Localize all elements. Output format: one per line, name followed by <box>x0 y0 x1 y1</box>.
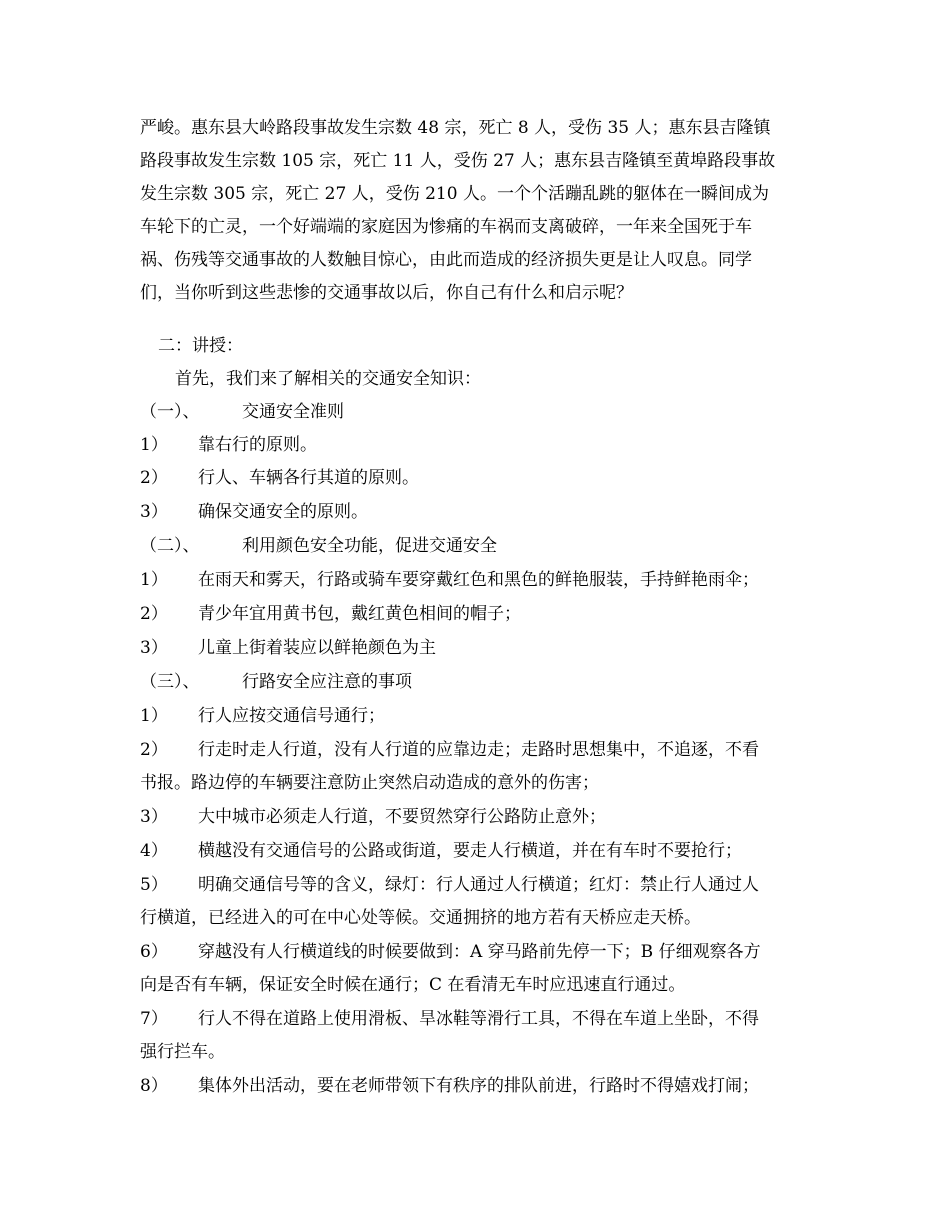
intro-line: 发生宗数 305 宗，死亡 27 人，受伤 210 人。一个个活蹦乱跳的躯体在一瞬间成为 <box>140 184 769 204</box>
item-text: 穿越没有人行横道线的时候要做到：A 穿马路前先停一下；B 仔细观察各方 <box>198 942 761 962</box>
list-item-continuation: 书报。路边停的车辆要注意防止突然启动造成的意外的伤害； <box>140 773 599 793</box>
item-text: 行人应按交通信号通行； <box>198 706 385 726</box>
list-item-continuation: 向是否有车辆，保证安全时候在通行；C 在看清无车时应迅速直行通过。 <box>140 975 686 995</box>
list-item <box>140 1075 759 1097</box>
heading-text: 交通安全准则 <box>242 402 344 422</box>
item-text: 在雨天和雾天，行路或骑车要穿戴红色和黑色的鲜艳服装，手持鲜艳雨伞； <box>198 570 759 590</box>
item-number: 3） <box>140 502 168 522</box>
item-text: 行人、车辆各行其道的原则。 <box>198 468 419 488</box>
intro-line: 路段事故发生宗数 105 宗，死亡 11 人，受伤 27 人；惠东县吉隆镇至黄埠路段事故 <box>140 151 776 171</box>
item-number: 3） <box>140 807 168 827</box>
item-text: 青少年宜用黄书包，戴红黄色相间的帽子； <box>198 604 521 624</box>
item-number: 4） <box>140 841 168 861</box>
item-number: 1） <box>140 706 168 726</box>
item-number: 8） <box>140 1076 168 1096</box>
list-item <box>140 705 385 727</box>
list-item <box>140 569 759 591</box>
item-number: 2） <box>140 740 168 760</box>
list-item <box>140 941 761 963</box>
intro-line: 严峻。惠东县大岭路段事故发生宗数 48 宗，死亡 8 人，受伤 35 人；惠东县吉隆镇 <box>140 118 771 138</box>
item-number: 6） <box>140 942 168 962</box>
subsection-heading-2 <box>140 535 497 557</box>
item-text: 明确交通信号等的含义，绿灯：行人通过人行横道；红灯：禁止行人通过人 <box>198 875 759 895</box>
item-number: 2） <box>140 468 168 488</box>
item-number: 1） <box>140 435 168 455</box>
item-text: 儿童上街着装应以鲜艳颜色为主 <box>198 638 436 658</box>
list-item <box>140 467 419 489</box>
intro-paragraph: 首先，我们来了解相关的交通安全知识： <box>175 369 481 389</box>
item-text: 行走时走人行道，没有人行道的应靠边走；走路时思想集中，不追逐，不看 <box>198 740 759 760</box>
heading-text: 行路安全应注意的事项 <box>242 672 412 692</box>
item-number: 5） <box>140 875 168 895</box>
list-item <box>140 806 606 828</box>
intro-line: 车轮下的亡灵，一个好端端的家庭因为惨痛的车祸而支离破碎，一年来全国死于车 <box>140 217 752 237</box>
intro-line: 祸、伤残等交通事故的人数触目惊心，由此而造成的经济损失更是让人叹息。同学 <box>140 250 752 270</box>
list-item-continuation: 强行拦车。 <box>140 1042 225 1062</box>
list-item <box>140 434 317 456</box>
heading-number: （二）、 <box>140 536 200 556</box>
heading-text: 利用颜色安全功能，促进交通安全 <box>242 536 497 556</box>
item-number: 2） <box>140 604 168 624</box>
section-heading: 二：讲授： <box>158 336 243 356</box>
item-number: 1） <box>140 570 168 590</box>
item-number: 7） <box>140 1009 168 1029</box>
list-item <box>140 603 521 625</box>
item-text: 大中城市必须走人行道，不要贸然穿行公路防止意外； <box>198 807 606 827</box>
item-text: 确保交通安全的原则。 <box>198 502 368 522</box>
list-item <box>140 874 759 896</box>
list-item-continuation: 行横道，已经进入的可在中心处等候。交通拥挤的地方若有天桥应走天桥。 <box>140 908 701 928</box>
subsection-heading-1 <box>140 401 344 423</box>
list-item <box>140 1008 759 1030</box>
list-item <box>140 637 436 659</box>
list-item <box>140 501 368 523</box>
heading-number: （三）、 <box>140 672 200 692</box>
heading-number: （一）、 <box>140 402 200 422</box>
list-item <box>140 840 742 862</box>
item-number: 3） <box>140 638 168 658</box>
item-text: 行人不得在道路上使用滑板、旱冰鞋等滑行工具，不得在车道上坐卧，不得 <box>198 1009 759 1029</box>
subsection-heading-3 <box>140 671 412 693</box>
item-text: 集体外出活动，要在老师带领下有秩序的排队前进，行路时不得嬉戏打闹； <box>198 1076 759 1096</box>
intro-line: 们，当你听到这些悲惨的交通事故以后，你自己有什么和启示呢？ <box>140 283 633 303</box>
item-text: 靠右行的原则。 <box>198 435 317 455</box>
list-item <box>140 739 759 761</box>
item-text: 横越没有交通信号的公路或街道，要走人行横道，并在有车时不要抢行； <box>198 841 742 861</box>
